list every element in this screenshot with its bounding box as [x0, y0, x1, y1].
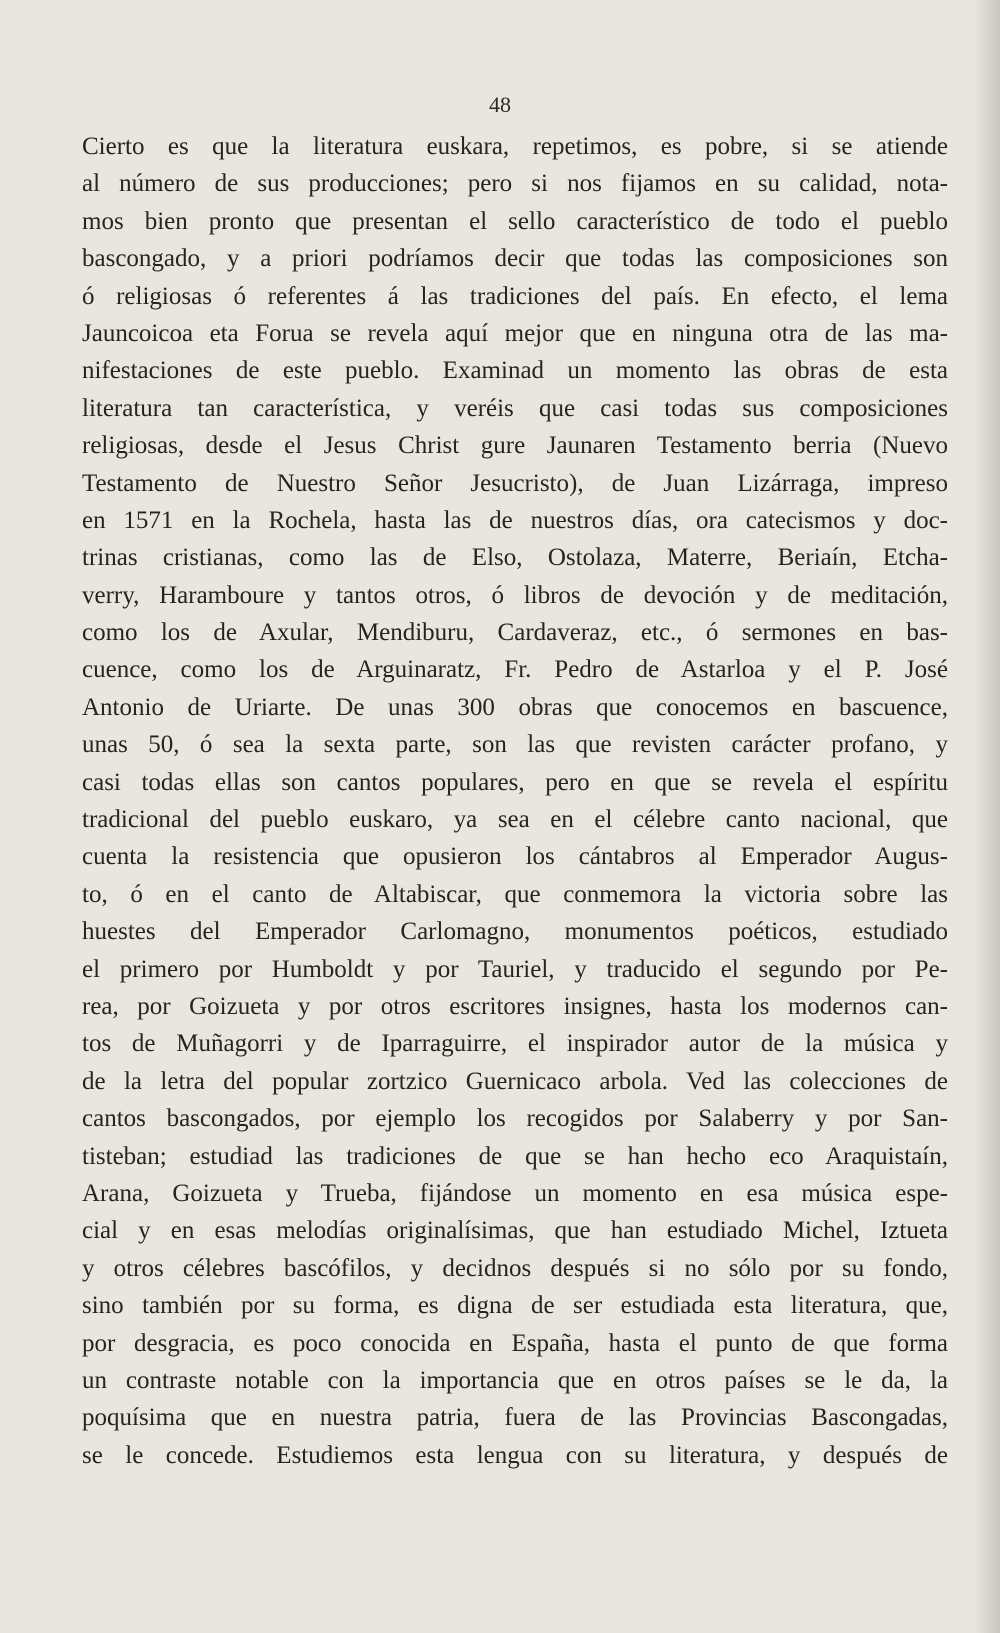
text-line: tisteban; estudiad las tradiciones de que se han hecho eco Araquistaín,	[82, 1142, 948, 1170]
text-line: cantos bascongados, por ejemplo los recogidos por Salaberry y por San-	[82, 1105, 948, 1133]
text-line: unas 50, ó sea la sexta parte, son las que revisten carácter profano, y	[82, 731, 948, 759]
page-edge-shadow	[974, 0, 1000, 1633]
text-line: poquísima que en nuestra patria, fuera de las Provincias Bascongadas,	[82, 1404, 948, 1432]
text-line: ó religiosas ó referentes á las tradiciones del país. En efecto, el lema	[82, 282, 948, 310]
text-line: se le concede. Estudiemos esta lengua con su literatura, y después de	[82, 1441, 948, 1469]
text-line: al número de sus producciones; pero si nos fijamos en su calidad, nota-	[82, 170, 948, 198]
text-line: Cierto es que la literatura euskara, repetimos, es pobre, si se atiende	[82, 133, 948, 160]
page-number: 48	[489, 92, 511, 117]
text-line: Testamento de Nuestro Señor Jesucristo), de Juan Lizárraga, impreso	[82, 469, 948, 497]
text-line: cial y en esas melodías originalísimas, que han estudiado Michel, Iztueta	[82, 1217, 948, 1245]
text-line: Arana, Goizueta y Trueba, fijándose un momento en esa música espe-	[82, 1179, 948, 1207]
text-line: huestes del Emperador Carlomagno, monumentos poéticos, estudiado	[82, 918, 948, 946]
text-line: religiosas, desde el Jesus Christ gure Jaunaren Testamento berria (Nuevo	[82, 432, 948, 460]
text-line: verry, Haramboure y tantos otros, ó libros de devoción y de meditación,	[82, 581, 948, 609]
text-line: sino también por su forma, es digna de ser estudiada esta literatura, que,	[82, 1292, 948, 1320]
text-line: rea, por Goizueta y por otros escritores insignes, hasta los modernos can-	[82, 992, 948, 1020]
text-line: por desgracia, es poco conocida en España, hasta el punto de que forma	[82, 1329, 948, 1357]
text-line: tos de Muñagorri y de Iparraguirre, el inspirador autor de la música y	[82, 1030, 948, 1058]
text-line: en 1571 en la Rochela, hasta las de nuestros días, ora catecismos y doc-	[82, 506, 948, 534]
text-line: Jauncoicoa eta Forua se revela aquí mejor que en ninguna otra de las ma-	[82, 319, 948, 347]
text-line: trinas cristianas, como las de Elso, Ostolaza, Materre, Beriaín, Etcha-	[82, 544, 948, 572]
text-line: como los de Axular, Mendiburu, Cardaveraz, etc., ó sermones en bas-	[82, 619, 948, 647]
text-line: bascongado, y a priori podríamos decir que todas las composiciones son	[82, 245, 948, 273]
text-line: el primero por Humboldt y por Tauriel, y traducido el segundo por Pe-	[82, 955, 948, 983]
text-line: Antonio de Uriarte. De unas 300 obras que conocemos en bascuence,	[82, 693, 948, 721]
text-line: y otros célebres bascófilos, y decidnos después si no sólo por su fondo,	[82, 1254, 948, 1282]
body-text	[82, 128, 948, 1474]
text-line: mos bien pronto que presentan el sello característico de todo el pueblo	[82, 207, 948, 235]
text-line: cuenta la resistencia que opusieron los cántabros al Emperador Augus-	[82, 843, 948, 871]
text-line: tradicional del pueblo euskaro, ya sea en el célebre canto nacional, que	[82, 806, 948, 834]
text-line: casi todas ellas son cantos populares, pero en que se revela el espíritu	[82, 768, 948, 796]
text-line: nifestaciones de este pueblo. Examinad un momento las obras de esta	[82, 357, 948, 385]
text-line: to, ó en el canto de Altabiscar, que conmemora la victoria sobre las	[82, 880, 948, 908]
text-line: cuence, como los de Arguinaratz, Fr. Pedro de Astarloa y el P. José	[82, 656, 948, 684]
text-line: un contraste notable con la importancia que en otros países se le da, la	[82, 1366, 948, 1394]
text-line: de la letra del popular zortzico Guernicaco arbola. Ved las colecciones de	[82, 1067, 948, 1095]
text-line: literatura tan característica, y veréis que casi todas sus composiciones	[82, 394, 948, 422]
